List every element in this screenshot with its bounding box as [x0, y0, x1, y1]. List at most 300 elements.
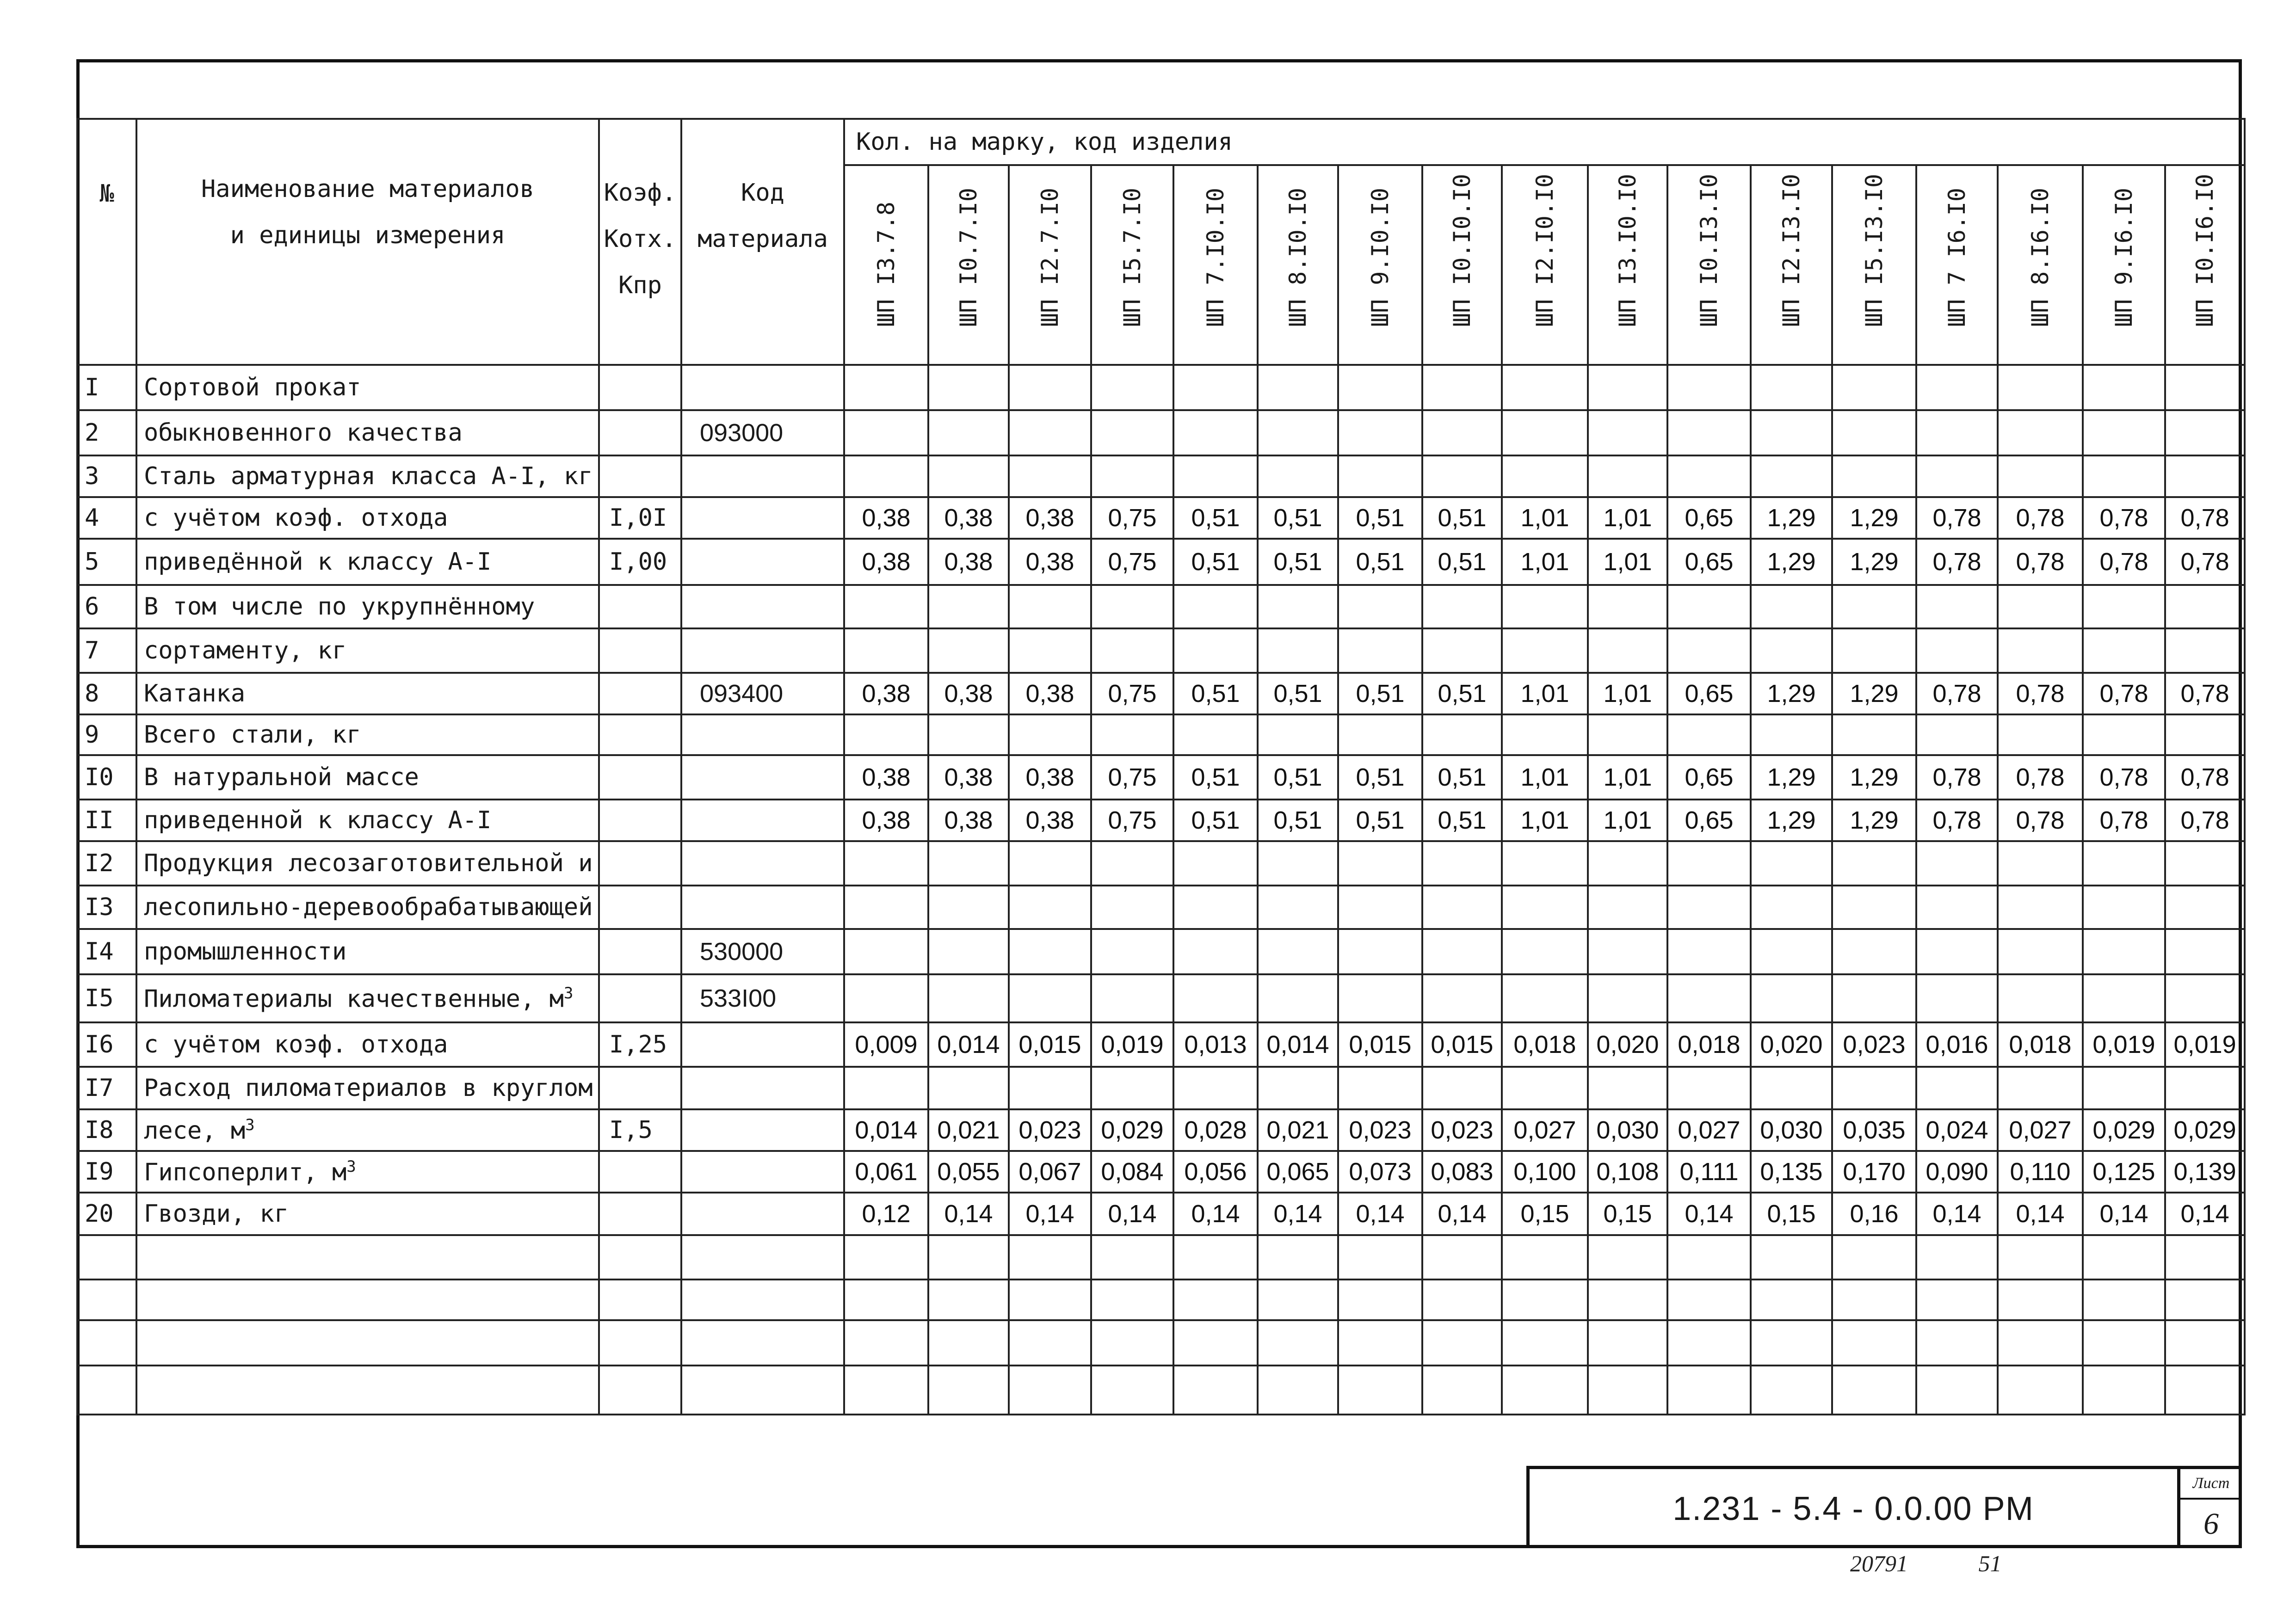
product-header: [1667, 165, 1751, 365]
quantity-cell: 0,51: [1173, 755, 1258, 800]
empty-cell: [1502, 1235, 1588, 1280]
quantity-cell: [1258, 410, 1338, 455]
quantity-cell: [1667, 585, 1751, 628]
quantity-cell: 0,15: [1751, 1193, 1832, 1235]
empty-cell: [928, 1280, 1009, 1320]
empty-cell: [2165, 1235, 2245, 1280]
table-row: [77, 673, 2245, 714]
empty-cell: [1998, 1366, 2083, 1415]
product-header: [928, 165, 1009, 365]
coefficient: I,5: [599, 1109, 681, 1151]
quantity-cell: 0,14: [1258, 1193, 1338, 1235]
quantity-cell: 0,14: [1667, 1193, 1751, 1235]
material-code: 533I00: [681, 974, 844, 1022]
product-header: [2165, 165, 2245, 365]
quantity-cell: [2083, 841, 2165, 886]
coefficient: [599, 755, 681, 800]
inventory-number: 20791: [1850, 1550, 1908, 1576]
table-row: [77, 455, 2245, 497]
empty-cell: [1667, 1320, 1751, 1366]
quantity-cell: [1009, 714, 1091, 755]
coefficient: [599, 841, 681, 886]
quantity-cell: [1667, 974, 1751, 1022]
quantity-cell: [1751, 714, 1832, 755]
product-header-label: ШП 7 I6.I0: [1944, 187, 1970, 327]
quantity-cell: 0,78: [1916, 800, 1998, 841]
quantity-cell: [1998, 1067, 2083, 1109]
quantity-cell: 0,14: [1916, 1193, 1998, 1235]
quantity-cell: [1832, 714, 1916, 755]
quantity-cell: [1338, 410, 1422, 455]
quantity-cell: 0,016: [1916, 1022, 1998, 1067]
quantity-cell: 0,029: [1091, 1109, 1173, 1151]
table-row: [77, 755, 2245, 800]
quantity-cell: 1,29: [1751, 800, 1832, 841]
table-row: [77, 800, 2245, 841]
empty-cell: [77, 1235, 136, 1280]
empty-cell: [928, 1235, 1009, 1280]
quantity-cell: [1338, 628, 1422, 673]
quantity-cell: 0,027: [1998, 1109, 2083, 1151]
quantity-cell: 0,38: [844, 800, 928, 841]
quantity-cell: [1832, 585, 1916, 628]
quantity-cell: 0,065: [1258, 1151, 1338, 1193]
col-header-name-line1: Наименование материалов: [201, 175, 535, 203]
sheet-label: Лист: [2180, 1469, 2242, 1500]
empty-cell: [599, 1280, 681, 1320]
product-header-label: ШП I2.I3.I0: [1778, 173, 1805, 327]
empty-cell: [599, 1320, 681, 1366]
quantity-cell: [1502, 365, 1588, 410]
empty-cell: [844, 1235, 928, 1280]
quantity-cell: 0,021: [928, 1109, 1009, 1151]
material-name: [136, 455, 599, 497]
table-row: [77, 410, 2245, 455]
empty-cell: [2165, 1366, 2245, 1415]
quantity-cell: [1751, 628, 1832, 673]
empty-row: [77, 1366, 2245, 1415]
quantity-cell: 0,51: [1258, 539, 1338, 585]
quantity-cell: 0,125: [2083, 1151, 2165, 1193]
empty-cell: [1173, 1235, 1258, 1280]
quantity-cell: 0,019: [2165, 1022, 2245, 1067]
quantity-cell: [1667, 886, 1751, 929]
quantity-cell: 0,38: [844, 539, 928, 585]
quantity-cell: [844, 628, 928, 673]
empty-cell: [2083, 1320, 2165, 1366]
quantity-cell: 0,135: [1751, 1151, 1832, 1193]
quantity-cell: 0,51: [1258, 800, 1338, 841]
row-number: II: [77, 800, 136, 841]
quantity-cell: 0,65: [1667, 800, 1751, 841]
quantity-cell: [1832, 929, 1916, 974]
quantity-cell: [2165, 714, 2245, 755]
quantity-cell: 0,78: [1916, 755, 1998, 800]
empty-cell: [1832, 1235, 1916, 1280]
quantity-cell: [1091, 455, 1173, 497]
empty-cell: [1998, 1235, 2083, 1280]
empty-cell: [844, 1366, 928, 1415]
row-number: 7: [77, 628, 136, 673]
quantity-cell: [2165, 455, 2245, 497]
quantity-cell: [1091, 974, 1173, 1022]
quantity-cell: 0,51: [1338, 755, 1422, 800]
quantity-cell: [1916, 1067, 1998, 1109]
quantity-cell: [1667, 410, 1751, 455]
quantity-cell: [1009, 628, 1091, 673]
quantity-cell: [1667, 1067, 1751, 1109]
quantity-cell: 0,15: [1502, 1193, 1588, 1235]
product-header: [1173, 165, 1258, 365]
quantity-cell: 1,29: [1832, 539, 1916, 585]
material-code: [681, 539, 844, 585]
material-name-text: лесопильно-деревообрабатывающей: [144, 893, 593, 921]
quantity-cell: 0,38: [1009, 673, 1091, 714]
quantity-cell: [1422, 929, 1502, 974]
row-number: 3: [77, 455, 136, 497]
empty-cell: [136, 1235, 599, 1280]
quantity-cell: [1588, 585, 1667, 628]
quantity-cell: [1832, 1067, 1916, 1109]
quantity-cell: 0,65: [1667, 497, 1751, 539]
material-code: 093400: [681, 673, 844, 714]
quantity-cell: 0,51: [1422, 673, 1502, 714]
quantity-cell: [1338, 714, 1422, 755]
coefficient: [599, 673, 681, 714]
empty-cell: [2165, 1280, 2245, 1320]
quantity-cell: [928, 585, 1009, 628]
material-name: [136, 800, 599, 841]
product-header: [1338, 165, 1422, 365]
quantity-cell: 0,75: [1091, 755, 1173, 800]
material-name: [136, 841, 599, 886]
quantity-cell: 0,51: [1258, 673, 1338, 714]
table-row: [77, 497, 2245, 539]
material-name-text: обыкновенного качества: [144, 419, 463, 447]
quantity-cell: 1,29: [1751, 497, 1832, 539]
quantity-cell: 0,067: [1009, 1151, 1091, 1193]
quantity-cell: 0,51: [1173, 497, 1258, 539]
row-number: I5: [77, 974, 136, 1022]
table-row: [77, 539, 2245, 585]
empty-cell: [1998, 1320, 2083, 1366]
quantity-cell: [1751, 929, 1832, 974]
quantity-cell: [1009, 410, 1091, 455]
product-header-label: ШП 8.I6.I0: [2027, 187, 2054, 327]
table-row: [77, 585, 2245, 628]
material-code: [681, 886, 844, 929]
quantity-cell: [928, 628, 1009, 673]
quantity-cell: [1998, 365, 2083, 410]
empty-cell: [2083, 1280, 2165, 1320]
quantity-cell: 0,027: [1502, 1109, 1588, 1151]
quantity-cell: 0,021: [1258, 1109, 1338, 1151]
footer-note: [1850, 1550, 2067, 1577]
quantity-cell: 0,14: [1338, 1193, 1422, 1235]
material-name-text: Гипсоперлит, м: [144, 1158, 347, 1187]
coefficient: [599, 1067, 681, 1109]
quantity-cell: 0,38: [928, 497, 1009, 539]
quantity-cell: [1258, 841, 1338, 886]
material-code: [681, 455, 844, 497]
empty-cell: [1916, 1320, 1998, 1366]
quantity-cell: [1916, 929, 1998, 974]
empty-cell: [136, 1280, 599, 1320]
empty-cell: [1173, 1366, 1258, 1415]
quantity-cell: 0,030: [1588, 1109, 1667, 1151]
quantity-cell: [2083, 365, 2165, 410]
quantity-cell: [1751, 410, 1832, 455]
material-name: [136, 974, 599, 1022]
quantity-cell: [1258, 365, 1338, 410]
quantity-cell: [1422, 585, 1502, 628]
material-code: [681, 1151, 844, 1193]
empty-cell: [681, 1235, 844, 1280]
empty-cell: [1502, 1320, 1588, 1366]
quantity-cell: 1,01: [1502, 497, 1588, 539]
quantity-cell: 0,14: [1091, 1193, 1173, 1235]
quantity-cell: 0,084: [1091, 1151, 1173, 1193]
coef-line2: Котх.: [604, 225, 677, 253]
quantity-cell: 0,38: [844, 755, 928, 800]
quantity-cell: 0,14: [1009, 1193, 1091, 1235]
quantity-cell: 0,78: [2083, 497, 2165, 539]
quantity-cell: 0,14: [1173, 1193, 1258, 1235]
quantity-cell: 0,015: [1009, 1022, 1091, 1067]
quantity-cell: [1832, 886, 1916, 929]
material-name: [136, 1067, 599, 1109]
quantity-cell: [1173, 974, 1258, 1022]
quantity-cell: 1,01: [1588, 539, 1667, 585]
product-header: [1832, 165, 1916, 365]
quantity-cell: 0,018: [1667, 1022, 1751, 1067]
quantity-cell: [1667, 714, 1751, 755]
quantity-cell: [1009, 365, 1091, 410]
material-name-text: промышленности: [144, 938, 347, 966]
quantity-cell: 0,78: [2165, 673, 2245, 714]
quantity-cell: [928, 365, 1009, 410]
empty-cell: [1091, 1235, 1173, 1280]
quantity-cell: [1338, 841, 1422, 886]
empty-cell: [1009, 1320, 1091, 1366]
quantity-cell: [1173, 1067, 1258, 1109]
material-name: [136, 1022, 599, 1067]
quantity-cell: 0,16: [1832, 1193, 1916, 1235]
quantity-cell: 0,78: [2083, 539, 2165, 585]
quantity-cell: 0,023: [1009, 1109, 1091, 1151]
quantity-cell: [1091, 886, 1173, 929]
quantity-cell: [1751, 585, 1832, 628]
quantity-cell: 0,073: [1338, 1151, 1422, 1193]
empty-cell: [2165, 1320, 2245, 1366]
empty-cell: [1009, 1235, 1091, 1280]
quantity-cell: 0,75: [1091, 497, 1173, 539]
empty-cell: [1338, 1366, 1422, 1415]
quantity-cell: 0,78: [1916, 539, 1998, 585]
quantity-cell: [1588, 886, 1667, 929]
material-name-text: Всего стали, кг: [144, 721, 361, 749]
quantity-cell: 0,78: [2165, 497, 2245, 539]
quantity-cell: [1009, 929, 1091, 974]
row-number: I6: [77, 1022, 136, 1067]
quantity-cell: [1091, 365, 1173, 410]
col-header-coef: [599, 119, 681, 365]
quantity-cell: [1998, 714, 2083, 755]
coefficient: [599, 800, 681, 841]
product-header: [1091, 165, 1173, 365]
quantity-cell: [1916, 628, 1998, 673]
quantity-cell: [2083, 1067, 2165, 1109]
quantity-cell: 0,014: [928, 1022, 1009, 1067]
quantity-cell: [1258, 886, 1338, 929]
product-header-label: ШП 7.I0.I0: [1202, 187, 1229, 327]
empty-cell: [928, 1320, 1009, 1366]
quantity-cell: [1091, 410, 1173, 455]
quantity-cell: 0,020: [1751, 1022, 1832, 1067]
empty-cell: [928, 1366, 1009, 1415]
empty-cell: [1091, 1366, 1173, 1415]
quantity-cell: [1422, 365, 1502, 410]
quantity-cell: 0,51: [1173, 800, 1258, 841]
quantity-cell: [2083, 455, 2165, 497]
quantity-cell: [1588, 841, 1667, 886]
quantity-cell: 0,51: [1173, 673, 1258, 714]
quantity-cell: [1667, 929, 1751, 974]
product-header-label: ШП 9.I6.I0: [2111, 187, 2137, 327]
material-code: [681, 585, 844, 628]
quantity-cell: 0,38: [844, 673, 928, 714]
material-name-text: с учётом коэф. отхода: [144, 504, 448, 532]
unit-exponent: 3: [563, 984, 574, 1003]
code-line1: Код: [741, 179, 784, 207]
quantity-cell: 0,110: [1998, 1151, 2083, 1193]
row-number: 6: [77, 585, 136, 628]
quantity-cell: [1588, 714, 1667, 755]
empty-cell: [1502, 1366, 1588, 1415]
quantity-cell: 0,170: [1832, 1151, 1916, 1193]
material-name: [136, 1151, 599, 1193]
quantity-cell: [1422, 714, 1502, 755]
quantity-cell: 0,020: [1588, 1022, 1667, 1067]
material-code: [681, 497, 844, 539]
material-name-text: приведённой к классу А-I: [144, 548, 492, 576]
empty-cell: [1009, 1366, 1091, 1415]
quantity-cell: [1173, 410, 1258, 455]
quantity-cell: [1667, 455, 1751, 497]
empty-cell: [1338, 1320, 1422, 1366]
quantity-cell: 0,029: [2165, 1109, 2245, 1151]
empty-cell: [1916, 1280, 1998, 1320]
quantity-cell: 0,51: [1422, 497, 1502, 539]
col-header-name-line2: и единицы измерения: [230, 221, 506, 249]
table-row: [77, 1193, 2245, 1235]
quantity-cell: 0,51: [1422, 800, 1502, 841]
empty-row: [77, 1235, 2245, 1280]
quantity-cell: 0,14: [1422, 1193, 1502, 1235]
coefficient: I,0I: [599, 497, 681, 539]
unit-exponent: 3: [346, 1157, 356, 1176]
quantity-cell: 0,12: [844, 1193, 928, 1235]
quantity-cell: [2083, 585, 2165, 628]
quantity-cell: 0,78: [2165, 755, 2245, 800]
row-number: I: [77, 365, 136, 410]
quantity-cell: 0,78: [1916, 673, 1998, 714]
quantity-cell: 0,38: [844, 497, 928, 539]
quantity-cell: 0,78: [1998, 539, 2083, 585]
quantity-cell: 0,65: [1667, 673, 1751, 714]
quantity-cell: [1998, 628, 2083, 673]
quantity-cell: 0,51: [1338, 800, 1422, 841]
empty-cell: [1916, 1366, 1998, 1415]
coefficient: I,00: [599, 539, 681, 585]
product-header: [1588, 165, 1667, 365]
product-header-label: ШП I0.7.I0: [955, 187, 982, 327]
quantity-cell: 0,38: [1009, 800, 1091, 841]
empty-cell: [1338, 1280, 1422, 1320]
quantity-cell: [1998, 455, 2083, 497]
quantity-cell: [1338, 929, 1422, 974]
quantity-cell: 0,029: [2083, 1109, 2165, 1151]
empty-cell: [1832, 1366, 1916, 1415]
quantity-cell: [2165, 585, 2245, 628]
quantity-cell: 0,030: [1751, 1109, 1832, 1151]
empty-cell: [1998, 1280, 2083, 1320]
quantity-cell: 0,014: [1258, 1022, 1338, 1067]
quantity-cell: [1173, 585, 1258, 628]
document-code: 1.231 - 5.4 - 0.0.00 РМ: [1673, 1490, 2034, 1527]
product-header: [844, 165, 928, 365]
row-number: 4: [77, 497, 136, 539]
quantity-cell: [1338, 365, 1422, 410]
material-name: [136, 365, 599, 410]
quantity-cell: 0,38: [928, 539, 1009, 585]
empty-cell: [1422, 1280, 1502, 1320]
quantity-cell: [1751, 1067, 1832, 1109]
coefficient: [599, 1193, 681, 1235]
quantity-cell: 1,29: [1832, 673, 1916, 714]
quantity-cell: [1173, 455, 1258, 497]
quantity-cell: 0,023: [1422, 1109, 1502, 1151]
empty-cell: [1832, 1280, 1916, 1320]
quantity-cell: [1502, 714, 1588, 755]
material-name-text: Сортовой прокат: [144, 374, 361, 401]
quantity-cell: 0,015: [1422, 1022, 1502, 1067]
quantity-cell: [1173, 886, 1258, 929]
table-row: [77, 1022, 2245, 1067]
quantity-cell: [844, 929, 928, 974]
quantity-cell: [1998, 929, 2083, 974]
quantity-cell: [1502, 410, 1588, 455]
product-header-label: ШП 8.I0.I0: [1284, 187, 1311, 327]
quantity-cell: 0,78: [1916, 497, 1998, 539]
quantity-cell: [1422, 628, 1502, 673]
quantity-cell: [1832, 455, 1916, 497]
quantity-cell: [1916, 841, 1998, 886]
quantity-cell: [1338, 974, 1422, 1022]
quantity-cell: 0,018: [1998, 1022, 2083, 1067]
material-code: [681, 755, 844, 800]
quantity-cell: 0,51: [1338, 673, 1422, 714]
empty-cell: [136, 1366, 599, 1415]
empty-cell: [1751, 1235, 1832, 1280]
table-row: [77, 974, 2245, 1022]
empty-cell: [1338, 1235, 1422, 1280]
quantity-cell: [1502, 886, 1588, 929]
empty-cell: [1009, 1280, 1091, 1320]
row-number: 2: [77, 410, 136, 455]
empty-cell: [77, 1280, 136, 1320]
row-number: I9: [77, 1151, 136, 1193]
